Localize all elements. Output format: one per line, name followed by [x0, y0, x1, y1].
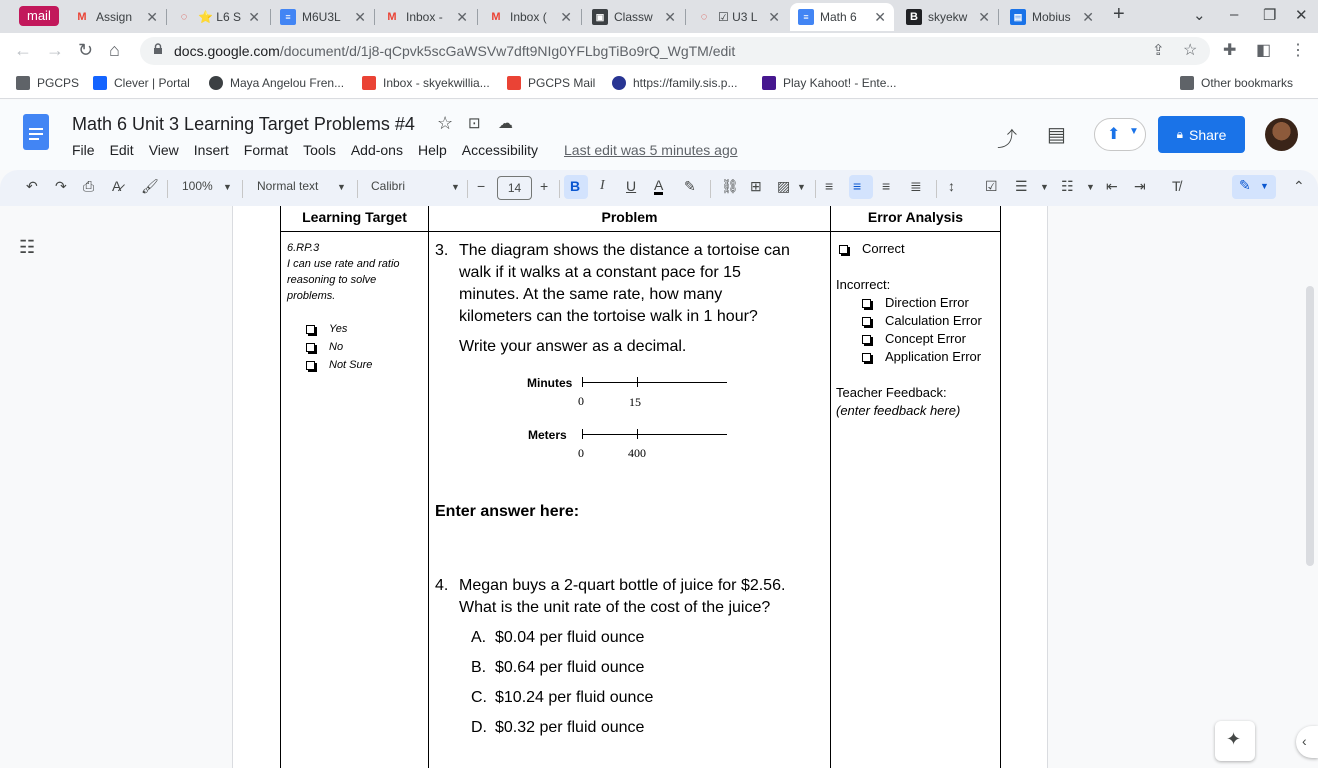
problem-instruction: Write your answer as a decimal.	[459, 338, 687, 355]
close-icon[interactable]: ✕	[874, 8, 886, 25]
checkbox-icon	[306, 325, 315, 334]
browser-tab[interactable]: M Assign ✕	[66, 3, 166, 31]
header-learning-target: Learning Target	[302, 209, 407, 225]
docs-header	[0, 100, 1318, 170]
target-statement-line: I can use rate and ratio	[287, 258, 400, 270]
option-application-error[interactable]: Application Error	[862, 349, 981, 364]
browser-tab[interactable]: ◌ ⭐ L6 S ✕	[168, 3, 268, 31]
undo-icon[interactable]: ↶	[26, 178, 38, 194]
globe-icon	[209, 76, 223, 90]
back-icon[interactable]: ←	[14, 40, 32, 60]
close-icon[interactable]: ✕	[248, 8, 260, 25]
decrease-indent-icon[interactable]: ⇤	[1106, 178, 1118, 194]
share-page-icon[interactable]: ⇪	[1152, 42, 1165, 59]
browser-tab[interactable]: M Inbox - ✕	[376, 3, 476, 31]
move-folder-icon[interactable]: ⊡	[468, 115, 481, 132]
increase-font-size-icon[interactable]: +	[540, 178, 549, 194]
spellcheck-icon[interactable]: A̷	[112, 178, 122, 194]
problem-number: 3.	[435, 242, 449, 259]
cloud-status-icon[interactable]: ☁	[498, 115, 513, 132]
vertical-scrollbar[interactable]	[1306, 286, 1314, 566]
tick-label: 15	[629, 395, 641, 409]
menu-insert[interactable]: Insert	[193, 142, 229, 158]
present-icon: ⬆	[1107, 126, 1121, 143]
checkbox-icon	[862, 317, 871, 326]
close-icon[interactable]: ✕	[560, 8, 572, 25]
close-icon[interactable]: ✕	[978, 8, 990, 25]
align-center-icon[interactable]: ≡	[853, 178, 862, 194]
collapse-menus-icon[interactable]: ⌃	[1293, 178, 1305, 194]
underline-icon[interactable]: U	[626, 178, 637, 194]
teacher-feedback-label: Teacher Feedback:	[836, 385, 947, 400]
docs-icon: ≡	[798, 9, 814, 25]
kahoot-icon	[762, 76, 776, 90]
problem-line: kilometers can the tortoise walk in 1 hour?	[459, 308, 758, 325]
text-color-icon[interactable]: A	[654, 177, 664, 193]
standard-code: 6.RP.3	[287, 242, 320, 254]
activity-trend-icon[interactable]: ⤴	[997, 129, 1017, 151]
bookmark-item[interactable]: Maya Angelou Fren...	[209, 76, 344, 90]
paragraph-style-select[interactable]: Normal text	[257, 179, 319, 193]
folder-icon	[1180, 76, 1194, 90]
option-calculation-error[interactable]: Calculation Error	[862, 313, 982, 328]
tick-label: 400	[628, 446, 646, 460]
chevron-down-icon: ▼	[1129, 126, 1139, 137]
sis-icon	[612, 76, 626, 90]
target-statement-line: reasoning to solve	[287, 274, 377, 286]
font-select[interactable]: Calibri	[371, 179, 406, 193]
choice-letter: C.	[471, 689, 487, 706]
bookmark-item[interactable]: PGCPS	[16, 76, 79, 90]
target-statement-line: problems.	[287, 290, 336, 302]
bookmark-item[interactable]: PGCPS Mail	[507, 76, 595, 90]
add-comment-icon[interactable]: ⊞	[750, 178, 762, 194]
decrease-font-size-icon[interactable]: −	[477, 178, 486, 194]
numbered-list-icon[interactable]: ☷	[1061, 178, 1074, 194]
problem-line: Megan buys a 2-quart bottle of juice for $2.56.	[459, 577, 786, 594]
gmail-icon: M	[387, 11, 397, 23]
bookmarks-bar	[0, 69, 1318, 99]
document-title[interactable]: Math 6 Unit 3 Learning Target Problems #4	[72, 114, 415, 134]
diagram-label-meters: Meters	[528, 428, 567, 442]
close-icon[interactable]: ✕	[456, 8, 468, 25]
tick-label: 0	[578, 394, 584, 408]
chevron-down-icon: ▼	[797, 182, 806, 192]
checkbox-icon	[862, 335, 871, 344]
highlight-icon[interactable]: ✎	[684, 178, 696, 194]
browser-tab[interactable]: ▣ Classw ✕	[584, 3, 684, 31]
editing-mode-button[interactable]	[1232, 175, 1276, 199]
print-icon[interactable]: ⎙	[83, 178, 95, 194]
checkbox-icon	[839, 245, 848, 254]
close-window-button[interactable]: ✕	[1295, 7, 1308, 24]
browser-tab[interactable]: ≡ M6U3L ✕	[272, 3, 374, 31]
increase-indent-icon[interactable]: ⇥	[1134, 178, 1146, 194]
comments-icon[interactable]: ▤	[1047, 124, 1066, 146]
extensions-icon[interactable]: ✚	[1223, 42, 1237, 59]
close-icon[interactable]: ✕	[768, 8, 780, 25]
menu-accessibility[interactable]: Accessibility	[461, 142, 539, 158]
last-edit-link[interactable]: Last edit was 5 minutes ago	[564, 142, 738, 158]
loader-icon: ◌	[700, 11, 708, 23]
browser-toolbar	[0, 33, 1318, 69]
tab-search-icon[interactable]: ⌄	[1193, 7, 1206, 24]
align-right-icon[interactable]: ≡	[882, 178, 891, 194]
checklist-icon[interactable]: ☑	[985, 178, 998, 194]
explore-sparkle-icon: ✦	[1226, 729, 1242, 749]
checkbox-icon	[306, 361, 315, 370]
checkbox-icon	[862, 299, 871, 308]
chevron-down-icon: ▼	[337, 182, 346, 192]
tick-label: 0	[578, 446, 584, 460]
browser-menu-icon[interactable]: ⋮	[1290, 42, 1306, 59]
option-no[interactable]: No	[306, 339, 343, 355]
b-icon: B	[906, 9, 922, 25]
bold-icon[interactable]: B	[570, 178, 581, 194]
gmail-icon: M	[491, 11, 501, 23]
loader-icon: ◌	[180, 11, 188, 23]
new-tab-button[interactable]: +	[1113, 3, 1125, 25]
side-panel-icon[interactable]: ◧	[1256, 42, 1272, 59]
bookmark-item[interactable]: Clever | Portal	[93, 76, 190, 90]
align-left-icon[interactable]: ≡	[825, 178, 834, 194]
link-icon[interactable]: ⛓︎	[721, 178, 739, 194]
choice-text[interactable]: $0.64 per fluid ounce	[495, 659, 645, 676]
reload-icon[interactable]: ↻	[78, 40, 94, 60]
answer-prompt[interactable]: Enter answer here:	[435, 503, 580, 520]
browser-tab-active[interactable]: ≡ Math 6 ✕	[790, 3, 894, 31]
other-bookmarks[interactable]: Other bookmarks	[1180, 76, 1293, 90]
incorrect-label: Incorrect:	[836, 277, 891, 292]
menu-edit[interactable]: Edit	[109, 142, 134, 158]
bookmark-item[interactable]: Play Kahoot! - Ente...	[762, 76, 896, 90]
number-line-top	[582, 382, 727, 383]
problem-line: minutes. At the same rate, how many	[459, 286, 723, 303]
option-not-sure[interactable]: Not Sure	[306, 357, 372, 373]
mail-tab-group[interactable]: mail	[19, 6, 59, 26]
menu-file[interactable]: File	[72, 142, 95, 158]
chevron-down-icon: ▼	[1260, 181, 1269, 191]
bookmark-star-icon[interactable]: ☆	[1183, 42, 1198, 59]
menu-tools[interactable]: Tools	[303, 142, 336, 158]
docs-icon: ≡	[280, 9, 296, 25]
choice-letter: D.	[471, 719, 487, 736]
paint-format-icon[interactable]: 🖌︎	[141, 178, 159, 194]
url-text: docs.google.com/document/d/1j8-qCpvk5scGaWSVw7dft9NIg0YFLbgTiBo9rQ_WgTM/edit	[174, 43, 736, 59]
teacher-feedback-input[interactable]: (enter feedback here)	[836, 403, 961, 418]
pencil-icon: ✎	[1239, 177, 1251, 193]
address-bar[interactable]	[140, 37, 1210, 65]
present-button[interactable]	[1094, 118, 1146, 151]
gmail-icon: M	[77, 11, 87, 23]
header-problem: Problem	[601, 209, 658, 225]
outline-icon[interactable]: ☷	[19, 237, 36, 257]
choice-letter: A.	[471, 629, 487, 646]
gmail-icon	[362, 76, 376, 90]
browser-tab-strip	[0, 0, 1318, 33]
italic-icon[interactable]: I	[600, 178, 605, 193]
justify-icon[interactable]: ≣	[910, 178, 922, 194]
menu-bar	[72, 142, 553, 158]
problem-line: The diagram shows the distance a tortoise can	[459, 242, 790, 259]
menu-view[interactable]: View	[148, 142, 179, 158]
docs-logo-icon[interactable]	[23, 114, 49, 150]
bookmark-item[interactable]: Inbox - skyekwillia...	[362, 76, 490, 90]
minimize-button[interactable]: –	[1230, 6, 1239, 23]
gmail-icon	[507, 76, 521, 90]
choice-text[interactable]: $10.24 per fluid ounce	[495, 689, 654, 706]
forward-icon[interactable]: →	[46, 40, 64, 60]
line-spacing-icon[interactable]: ↕	[948, 178, 955, 194]
option-correct[interactable]: Correct	[839, 241, 905, 256]
folder-icon	[16, 76, 30, 90]
chevron-down-icon: ▼	[451, 182, 460, 192]
close-icon[interactable]: ✕	[354, 8, 366, 25]
mobius-icon: ▤	[1010, 9, 1026, 25]
browser-tab[interactable]: B skyekw ✕	[898, 3, 998, 31]
menu-format[interactable]: Format	[243, 142, 289, 158]
option-yes[interactable]: Yes	[306, 321, 347, 337]
checkbox-icon	[306, 343, 315, 352]
option-concept-error[interactable]: Concept Error	[862, 331, 966, 346]
choice-text[interactable]: $0.32 per fluid ounce	[495, 719, 645, 736]
chevron-down-icon: ▼	[1040, 182, 1049, 192]
number-line-bottom	[582, 434, 727, 435]
redo-icon[interactable]: ↷	[55, 178, 67, 194]
problem-line: walk if it walks at a constant pace for 15	[459, 264, 741, 281]
document-canvas	[0, 206, 1318, 768]
menu-help[interactable]: Help	[417, 142, 447, 158]
diagram-label-minutes: Minutes	[527, 376, 573, 390]
lock-icon: 🔒︎	[1176, 127, 1184, 141]
star-icon[interactable]: ☆	[437, 113, 454, 133]
lock-icon	[152, 43, 164, 55]
bookmark-item[interactable]: https://family.sis.p...	[612, 76, 737, 90]
clear-formatting-icon[interactable]: T̸	[1172, 178, 1181, 194]
browser-tab[interactable]: ▤ Mobius ✕	[1002, 3, 1102, 31]
choice-text[interactable]: $0.04 per fluid ounce	[495, 629, 645, 646]
checkbox-icon	[862, 353, 871, 362]
avatar[interactable]	[1265, 118, 1298, 151]
choice-letter: B.	[471, 659, 487, 676]
chevron-down-icon: ▼	[1086, 182, 1095, 192]
problem-line: What is the unit rate of the cost of the juice?	[459, 599, 771, 616]
browser-tab[interactable]: ◌ ☑ U3 L ✕	[688, 3, 788, 31]
problem-number: 4.	[435, 577, 449, 594]
header-error-analysis: Error Analysis	[867, 209, 964, 225]
bulleted-list-icon[interactable]: ☰	[1015, 178, 1028, 194]
menu-addons[interactable]: Add-ons	[350, 142, 403, 158]
close-icon[interactable]: ✕	[1082, 8, 1094, 25]
font-size-input[interactable]: 14	[497, 176, 532, 200]
share-button[interactable]: 🔒︎ Share	[1158, 116, 1245, 153]
browser-tab[interactable]: M Inbox ( ✕	[480, 3, 580, 31]
close-icon[interactable]: ✕	[664, 8, 676, 25]
classroom-icon: ▣	[592, 9, 608, 25]
formatting-toolbar	[0, 170, 1318, 206]
side-panel-toggle[interactable]	[1296, 726, 1318, 758]
restore-button[interactable]: ❐	[1263, 7, 1277, 24]
clever-icon	[93, 76, 107, 90]
chevron-down-icon: ▼	[223, 182, 232, 192]
insert-image-icon[interactable]: ▨	[777, 178, 791, 194]
home-icon[interactable]: ⌂	[109, 40, 120, 60]
chevron-left-icon: ‹	[1302, 733, 1307, 749]
zoom-select[interactable]: 100%	[182, 179, 213, 193]
explore-button[interactable]	[1215, 721, 1255, 761]
option-direction-error[interactable]: Direction Error	[862, 295, 969, 310]
close-icon[interactable]: ✕	[146, 8, 158, 25]
